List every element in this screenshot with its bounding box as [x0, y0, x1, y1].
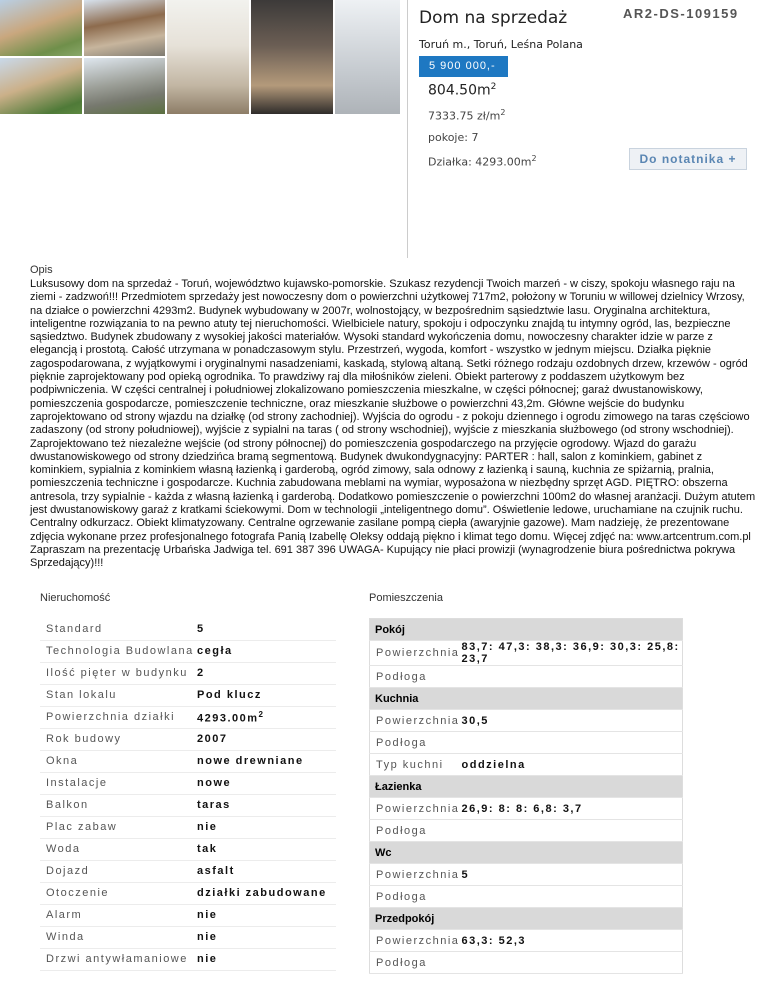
property-value [195, 640, 336, 662]
property-row [40, 816, 336, 838]
room-key: Powierzchnia [370, 710, 462, 732]
property-row [40, 794, 336, 816]
property-row [40, 838, 336, 860]
property-value [195, 838, 336, 860]
room-group-name: Łazienka [370, 776, 683, 798]
property-value-text: nie [197, 821, 218, 833]
property-value [195, 728, 336, 750]
add-to-notebook-button[interactable]: Do notatnika + [629, 148, 747, 170]
property-value [195, 882, 336, 904]
property-value-text: tak [197, 843, 218, 855]
property-value-text: nowe drewniane [197, 755, 304, 767]
room-row [370, 710, 683, 732]
property-value [195, 618, 336, 640]
property-value [195, 948, 336, 970]
room-row [370, 754, 683, 776]
property-key: Okna [40, 750, 195, 772]
property-row [40, 926, 336, 948]
property-row [40, 640, 336, 662]
room-group-header [370, 908, 683, 930]
property-row [40, 618, 336, 640]
room-key: Powierzchnia [370, 798, 462, 820]
property-key: Otoczenie [40, 882, 195, 904]
property-section-label: Nieruchomość [40, 592, 111, 604]
listing-ref-id: AR2-DS-109159 [623, 6, 739, 21]
room-group-name: Pokój [370, 619, 683, 641]
listing-area: $804.50m^2$ [428, 82, 497, 99]
property-value [195, 662, 336, 684]
property-key: Balkon [40, 794, 195, 816]
photo-interior-dining[interactable] [251, 0, 333, 114]
photo-driveway[interactable] [84, 58, 166, 114]
property-key: Dojazd [40, 860, 195, 882]
room-value: 26,9: 8: 8: 6,8: 3,7 [462, 798, 683, 820]
listing-location: Toruń m., Toruń, Leśna Polana [419, 38, 583, 51]
property-value [195, 684, 336, 706]
price-badge: 5 900 000,- [419, 56, 508, 77]
property-row [40, 706, 336, 728]
property-key: Woda [40, 838, 195, 860]
property-value [195, 926, 336, 948]
property-key: Instalacje [40, 772, 195, 794]
description-text: Luksusowy dom na sprzedaż - Toruń, województwo kujawsko-pomorskie. Szukasz rezydencji Twoich marzeń - w ciszy, spokoju własnego raju na ziemi - zadzwoń!!! Przedmiotem sprzedaży jest nowoczesny dom o powierzchni użytkowej 717m2, położony w Toruniu w willowej dzielnicy Wrzosy, na działce o powierzchni 4293m2. Budynek wybudowany w 2007r, wolnostojący, w bezpośrednim sąsiedztwie lasu. Oryginalna architektura, inteligentne rozwiązania to na pewno atuty tej nieruchomości. Wielbiciele natury, spokoju i odpoczynku znajdą tu intymny ogród, las, bezpieczne sąsiedztwo. Budynek zbudowany z wysokiej jakości materiałów. Wysoki standard wykończenia domu, nowoczesny charakter idzie w parze z elegancją i prostotą. Całość utrzymana w ponadczasowym stylu. Przestrzeń, wygoda, komfort - wszystko w jednym miejscu. Działka pięknie zagospodarowana, z wyjątkowymi i oryginalnymi nasadzeniami, kaskadą, stylową altaną. Setki różnego rodzaju ozdobnych drzew, krzewów - ogród pięknie zaprojektowany pod opieką ogrodnika. To prawdziwy raj dla miłośników zieleni. Obiekt parterowy z poddaszem użytkowym bez podpiwniczenia. W części centralnej i południowej zlokalizowano pomieszczenia mieszkalne, w części północnej; garaż dwustanowiskowy, pomieszczenia gospodarcze, pomieszczenie techniczne, oraz mieszkanie służbowe o powierzchni 43,2m. Główne wejście do budynku zaprojektowano od strony wjazdu na działkę (od strony zachodniej). Wyjścia do ogrodu - z pokoju dziennego i ogrodu zimowego na taras częściowo zadaszony (od strony południowej), wyjście z sypialni na taras ( od strony wschodniej), wyjście z mieszkania służbowego (od strony wschodniej). Zaprojektowano też niezależne wejście (od strony północnej) do pomieszczenia gospodarczego na przyjęcie ogrodowy. Wjazd do garażu dwustanowiskowego od strony dziedzińca bramą segmentową. Budynek dwukondygnacyjny: PARTER : hall, salon z kominkiem, gabinet z kominkiem, sypialnia z kominkiem własną łazienką i garderobą, ogród zimowy, sala odnowy z łazienką i sauną, kuchnia ze spiżarnią, pralnia, pomieszczenia techniczne i gospodarcze. Kuchnia zabudowana meblami na wymiar, wyposażona w niezbędny sprzęt AGD. PIĘTRO: obszerna antresola, trzy sypialnie - każda z własną łazienką i garderobą. Dodatkowo pomieszczenie o powierzchni 100m2 do własnej aranżacji. Dużym atutem jest dwustanowiskowy garaż z kratkami ściekowymi. Dom w technologii „inteligentnego domu”. Oświetlenie ledowe, uruchamiane na czujnik ruchu. Centralny odkurzacz. Obiekt klimatyzowany. Centralne ogrzewanie zasilane pompą ciepła (awaryjnie gazowe). Mam nadzieję, że prezentowane zdjęcia wykonane przez profesjonalnego fotografa Panią Izabellę Oleksy oddają piękno i klimat tego domu. Więcej zdjęć na: www.artcentrum.com.pl Zapraszam na prezentację Urbańska Jadwiga tel. 691 387 396 UWAGA- Kupujący nie płaci prowizji (wynagrodzenie biura pośrednictwa pokrywa Sprzedający)!!! [30, 278, 756, 570]
property-value [195, 794, 336, 816]
room-group-header [370, 776, 683, 798]
room-group-name: Wc [370, 842, 683, 864]
property-row [40, 904, 336, 926]
property-row [40, 728, 336, 750]
room-group-header [370, 688, 683, 710]
photo-collage[interactable] [0, 0, 400, 112]
room-row [370, 930, 683, 952]
room-group-name: Kuchnia [370, 688, 683, 710]
room-row [370, 864, 683, 886]
property-value-text: 2 [197, 667, 205, 679]
property-value [195, 904, 336, 926]
room-value [462, 732, 683, 754]
room-key: Podłoga [370, 886, 462, 908]
plot-area: Działka: $4293.00m^2$ [428, 154, 537, 169]
room-row [370, 886, 683, 908]
property-key: Winda [40, 926, 195, 948]
photo-house-garden[interactable] [0, 58, 82, 114]
rooms-table [369, 618, 683, 974]
room-key: Typ kuchni [370, 754, 462, 776]
property-value [195, 750, 336, 772]
room-group-name: Przedpokój [370, 908, 683, 930]
property-value [195, 860, 336, 882]
room-value: 30,5 [462, 710, 683, 732]
listing-title: Dom na sprzedaż [419, 8, 568, 28]
description-label: Opis [30, 264, 53, 276]
divider [407, 0, 408, 258]
room-row [370, 641, 683, 666]
room-value: 83,7: 47,3: 38,3: 36,9: 30,3: 25,8: 23,7 [462, 641, 683, 666]
room-value: oddzielna [462, 754, 683, 776]
property-row [40, 684, 336, 706]
property-key: Standard [40, 618, 195, 640]
price-per-m2: 7333.75 $zł/m^2$ [428, 108, 506, 123]
property-value-sup: 2 [258, 709, 265, 719]
property-key: Drzwi antywłamaniowe [40, 948, 195, 970]
property-value [195, 816, 336, 838]
property-row [40, 772, 336, 794]
property-value [195, 706, 336, 728]
rooms-section-label: Pomieszczenia [369, 592, 443, 604]
room-count: pokoje: 7 [428, 131, 479, 144]
room-key: Powierzchnia [370, 641, 462, 666]
room-key: Podłoga [370, 952, 462, 974]
room-row [370, 732, 683, 754]
property-key: Rok budowy [40, 728, 195, 750]
property-key: Ilość pięter w budynku [40, 662, 195, 684]
room-row [370, 952, 683, 974]
property-value-text: 5 [197, 622, 205, 635]
room-value [462, 886, 683, 908]
property-value-text: nie [197, 953, 218, 965]
property-key: Stan lokalu [40, 684, 195, 706]
property-value-text: nie [197, 931, 218, 943]
property-key: Powierzchnia działki [40, 706, 195, 728]
room-key: Podłoga [370, 820, 462, 842]
room-key: Podłoga [370, 732, 462, 754]
room-key: Powierzchnia [370, 930, 462, 952]
property-value-text: cegła [197, 645, 233, 657]
room-group-header [370, 842, 683, 864]
photo-interior-hall[interactable] [167, 0, 249, 114]
room-row [370, 798, 683, 820]
room-value [462, 666, 683, 688]
property-row [40, 750, 336, 772]
property-row [40, 662, 336, 684]
photo-house-exterior[interactable] [0, 0, 82, 56]
property-row [40, 882, 336, 904]
room-row [370, 820, 683, 842]
room-value: 5 [462, 864, 683, 886]
room-group-header [370, 619, 683, 641]
property-value-text: nowe [197, 777, 232, 789]
property-value-text: nie [197, 909, 218, 921]
property-value [195, 772, 336, 794]
room-key: Podłoga [370, 666, 462, 688]
photo-interior-room[interactable] [335, 0, 400, 114]
room-key: Powierzchnia [370, 864, 462, 886]
room-row [370, 666, 683, 688]
property-key: Alarm [40, 904, 195, 926]
photo-house-side[interactable] [84, 0, 166, 56]
property-value-text: taras [197, 799, 231, 811]
property-key: Plac zabaw [40, 816, 195, 838]
property-value-text: asfalt [197, 865, 235, 877]
property-value-text: 2007 [197, 733, 228, 745]
property-key: Technologia Budowlana [40, 640, 195, 662]
property-value-text: działki zabudowane [197, 887, 327, 899]
property-row [40, 860, 336, 882]
property-value-text: Pod klucz [197, 689, 262, 701]
property-value-text: 4293.00m [197, 712, 259, 725]
property-row [40, 948, 336, 970]
room-value: 63,3: 52,3 [462, 930, 683, 952]
property-table [40, 618, 336, 971]
room-value [462, 820, 683, 842]
room-value [462, 952, 683, 974]
